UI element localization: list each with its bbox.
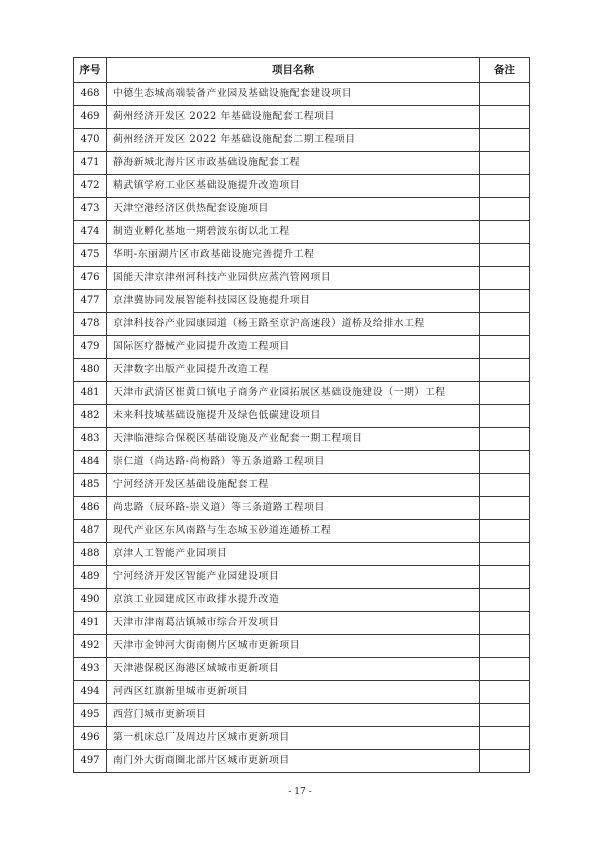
project-name: 宁河经济开发区智能产业园建设项目 [107, 566, 480, 589]
project-name: 天津空港经济区供热配套设施项目 [107, 198, 480, 221]
remark-cell [480, 359, 530, 382]
header-no: 序号 [74, 58, 107, 83]
remark-cell [480, 589, 530, 612]
row-number: 477 [74, 290, 107, 313]
row-number: 476 [74, 267, 107, 290]
table-row [74, 244, 530, 267]
table-row [74, 681, 530, 704]
project-name: 宁河经济开发区基础设施配套工程 [107, 474, 480, 497]
table-row [74, 405, 530, 428]
row-number: 489 [74, 566, 107, 589]
table-row [74, 175, 530, 198]
row-number: 486 [74, 497, 107, 520]
table-row [74, 129, 530, 152]
remark-cell [480, 681, 530, 704]
table-row [74, 382, 530, 405]
row-number: 479 [74, 336, 107, 359]
remark-cell [480, 405, 530, 428]
project-name: 天津市金钟河大街南侧片区城市更新项目 [107, 635, 480, 658]
row-number: 494 [74, 681, 107, 704]
row-number: 483 [74, 428, 107, 451]
remark-cell [480, 129, 530, 152]
row-number: 485 [74, 474, 107, 497]
table-row [74, 474, 530, 497]
row-number: 472 [74, 175, 107, 198]
project-table [73, 57, 530, 773]
row-number: 497 [74, 750, 107, 773]
row-number: 495 [74, 704, 107, 727]
project-name: 制造业孵化基地一期碧波东街以北工程 [107, 221, 480, 244]
table-row [74, 152, 530, 175]
project-name: 未来科技城基础设施提升及绿色低碳建设项目 [107, 405, 480, 428]
project-name: 南门外大街商圈北部片区城市更新项目 [107, 750, 480, 773]
remark-cell [480, 106, 530, 129]
row-number: 484 [74, 451, 107, 474]
remark-cell [480, 474, 530, 497]
row-number: 478 [74, 313, 107, 336]
table-row [74, 750, 530, 773]
remark-cell [480, 543, 530, 566]
table-row [74, 267, 530, 290]
header-name: 项目名称 [107, 58, 480, 83]
remark-cell [480, 152, 530, 175]
project-name: 天津市津南葛沽镇城市综合开发项目 [107, 612, 480, 635]
table-row [74, 658, 530, 681]
project-name: 河西区红旗新里城市更新项目 [107, 681, 480, 704]
remark-cell [480, 566, 530, 589]
project-name: 天津临港综合保税区基础设施及产业配套一期工程项目 [107, 428, 480, 451]
project-name: 京滨工业园建成区市政排水提升改造 [107, 589, 480, 612]
table-row [74, 313, 530, 336]
remark-cell [480, 382, 530, 405]
project-name: 国能天津京津州河科技产业园供应蒸汽管网项目 [107, 267, 480, 290]
project-name: 静海新城北海片区市政基础设施配套工程 [107, 152, 480, 175]
table-row [74, 198, 530, 221]
remark-cell [480, 612, 530, 635]
table-row [74, 497, 530, 520]
remark-cell [480, 244, 530, 267]
table-row [74, 520, 530, 543]
project-name: 崇仁道（尚达路-尚梅路）等五条道路工程项目 [107, 451, 480, 474]
remark-cell [480, 267, 530, 290]
table-row [74, 589, 530, 612]
project-name: 第一机床总厂及周边片区城市更新项目 [107, 727, 480, 750]
page-number: - 17 - [288, 787, 312, 797]
row-number: 491 [74, 612, 107, 635]
row-number: 471 [74, 152, 107, 175]
remark-cell [480, 451, 530, 474]
row-number: 488 [74, 543, 107, 566]
header-remark: 备注 [480, 58, 530, 83]
table-row [74, 359, 530, 382]
project-name: 天津市武清区崔黄口镇电子商务产业园拓展区基础设施建设（一期）工程 [107, 382, 480, 405]
header-row [74, 58, 530, 83]
row-number: 473 [74, 198, 107, 221]
row-number: 493 [74, 658, 107, 681]
remark-cell [480, 198, 530, 221]
row-number: 492 [74, 635, 107, 658]
remark-cell [480, 704, 530, 727]
project-name: 中德生态城高端装备产业园及基础设施配套建设项目 [107, 83, 480, 106]
table-row [74, 106, 530, 129]
project-name: 华明-东丽湖片区市政基础设施完善提升工程 [107, 244, 480, 267]
table-row [74, 428, 530, 451]
table-row [74, 727, 530, 750]
remark-cell [480, 497, 530, 520]
table-row [74, 451, 530, 474]
row-number: 487 [74, 520, 107, 543]
remark-cell [480, 727, 530, 750]
remark-cell [480, 221, 530, 244]
remark-cell [480, 520, 530, 543]
table-row [74, 336, 530, 359]
project-name: 蓟州经济开发区 2022 年基础设施配套工程项目 [107, 106, 480, 129]
project-name: 西营门城市更新项目 [107, 704, 480, 727]
row-number: 475 [74, 244, 107, 267]
remark-cell [480, 428, 530, 451]
table-row [74, 221, 530, 244]
project-name: 现代产业区东风南路与生态城玉砂道连通桥工程 [107, 520, 480, 543]
table-row [74, 612, 530, 635]
row-number: 470 [74, 129, 107, 152]
row-number: 480 [74, 359, 107, 382]
table-row [74, 635, 530, 658]
project-name: 蓟州经济开发区 2022 年基础设施配套二期工程项目 [107, 129, 480, 152]
table-row [74, 566, 530, 589]
remark-cell [480, 313, 530, 336]
row-number: 490 [74, 589, 107, 612]
table-row [74, 704, 530, 727]
remark-cell [480, 175, 530, 198]
table-body [74, 83, 530, 773]
row-number: 496 [74, 727, 107, 750]
remark-cell [480, 635, 530, 658]
project-name: 京津科技谷产业园康园道（杨王路至京沪高速段）道桥及给排水工程 [107, 313, 480, 336]
project-name: 精武镇学府工业区基础设施提升改造项目 [107, 175, 480, 198]
row-number: 482 [74, 405, 107, 428]
project-name: 天津港保税区海港区域城市更新项目 [107, 658, 480, 681]
project-name: 天津数字出版产业园提升改造工程 [107, 359, 480, 382]
project-name: 尚忠路（辰环路-崇义道）等三条道路工程项目 [107, 497, 480, 520]
row-number: 469 [74, 106, 107, 129]
remark-cell [480, 336, 530, 359]
remark-cell [480, 290, 530, 313]
remark-cell [480, 83, 530, 106]
row-number: 481 [74, 382, 107, 405]
table-row [74, 543, 530, 566]
row-number: 474 [74, 221, 107, 244]
remark-cell [480, 750, 530, 773]
row-number: 468 [74, 83, 107, 106]
project-name: 京津冀协同发展智能科技园区设施提升项目 [107, 290, 480, 313]
project-name: 国际医疗器械产业园提升改造工程项目 [107, 336, 480, 359]
table-row [74, 83, 530, 106]
project-name: 京津人工智能产业园项目 [107, 543, 480, 566]
table-header [74, 58, 530, 83]
table-row [74, 290, 530, 313]
remark-cell [480, 658, 530, 681]
